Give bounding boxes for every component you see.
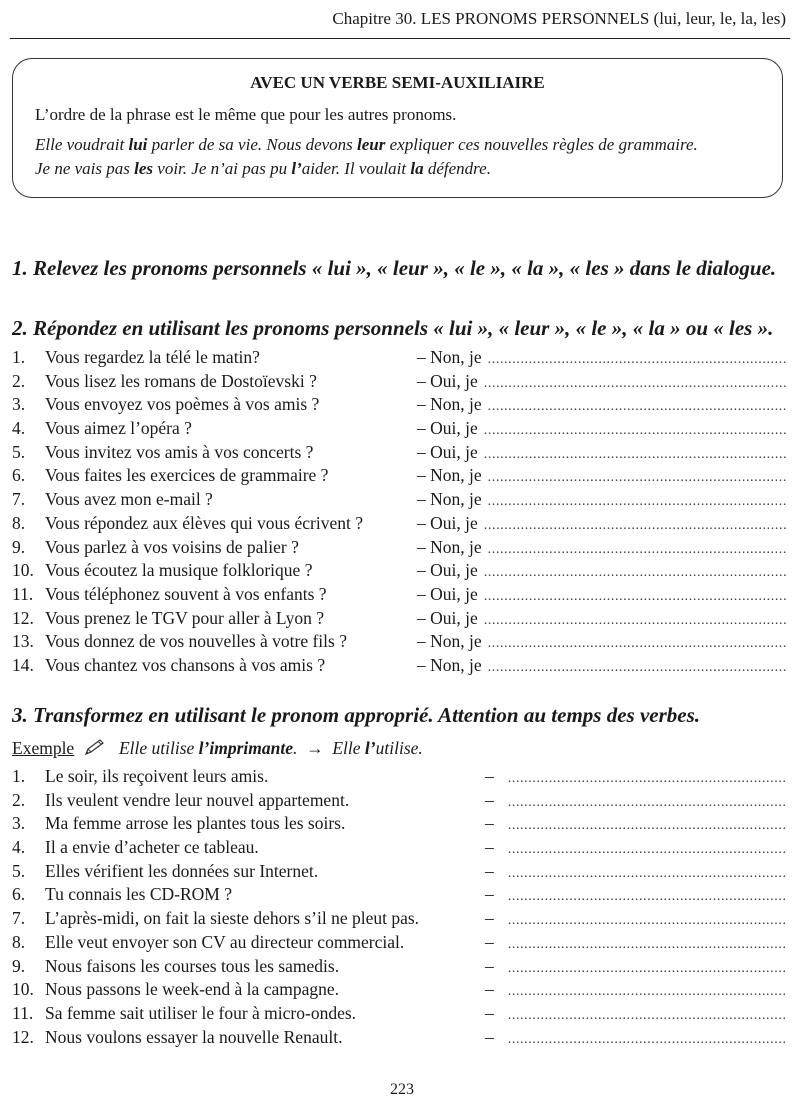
rule-example-seg: Elle voudrait: [35, 135, 129, 154]
item-number: 5.: [12, 860, 26, 881]
item-text: Vous aimez l’opéra ?: [45, 418, 192, 439]
list-item: [12, 607, 786, 631]
list-item: [12, 883, 786, 907]
item-text: Ma femme arrose les plantes tous les soirs.: [45, 813, 346, 834]
item-response-prompt: – Non, je: [417, 631, 482, 652]
item-response-prompt: –: [485, 931, 494, 952]
item-response-prompt: –: [485, 789, 494, 810]
item-number: 10.: [12, 560, 34, 581]
list-item: [12, 1002, 786, 1026]
exercise-2-heading: 2. Répondez en utilisant les pronoms personnels « lui », « leur », « le », « la » ou « les ».: [12, 316, 774, 340]
item-response-prompt: –: [485, 766, 494, 786]
item-number: 2.: [12, 789, 26, 810]
item-text: L’après-midi, on fait la sieste dehors s’il ne pleut pas.: [45, 908, 420, 929]
item-response-prompt: –: [485, 955, 494, 976]
answer-blank[interactable]: [508, 885, 786, 909]
arrow-icon: →: [306, 738, 324, 758]
list-item: [12, 488, 786, 512]
answer-blank[interactable]: [484, 561, 786, 585]
item-number: 7.: [12, 908, 26, 929]
item-text: Nous faisons les courses tous les samedis.: [45, 955, 340, 976]
item-number: 1.: [12, 347, 26, 367]
grammar-rule-box: [12, 58, 783, 198]
item-text: Sa femme sait utiliser le four à micro-ondes.: [45, 1002, 357, 1023]
list-item: [12, 978, 786, 1002]
answer-blank[interactable]: [488, 632, 786, 656]
item-text: Vous prenez le TGV pour aller à Lyon ?: [45, 607, 324, 628]
item-number: 6.: [12, 465, 26, 486]
item-number: 1.: [12, 766, 26, 786]
item-text: Vous parlez à vos voisins de palier ?: [45, 536, 299, 557]
item-response-prompt: – Oui, je: [417, 418, 478, 439]
list-item: [12, 955, 786, 979]
exercise-3-example: [12, 736, 423, 760]
item-response-prompt: – Oui, je: [417, 583, 478, 604]
answer-blank[interactable]: [508, 767, 786, 791]
item-number: 14.: [12, 654, 34, 675]
pencil-icon: [83, 739, 107, 757]
item-text: Vous avez mon e-mail ?: [45, 489, 213, 510]
item-number: 7.: [12, 489, 26, 510]
list-item: [12, 860, 786, 884]
chapter-header: Chapitre 30. LES PRONOMS PERSONNELS (lui, leur, le, la, les): [332, 9, 786, 28]
item-text: Vous répondez aux élèves qui vous écrivent ?: [45, 512, 363, 533]
header-divider: [10, 38, 790, 39]
example-answer-start: Elle: [332, 738, 365, 758]
list-item: [12, 765, 786, 789]
item-response-prompt: –: [485, 908, 494, 929]
rule-example-seg: aider. Il voulait: [301, 159, 411, 178]
rule-title: AVEC UN VERBE SEMI-AUXILIAIRE: [250, 73, 545, 92]
item-number: 6.: [12, 884, 26, 905]
item-response-prompt: – Oui, je: [417, 370, 478, 391]
item-text: Vous donnez de vos nouvelles à votre fils ?: [45, 631, 347, 652]
item-response-prompt: –: [485, 884, 494, 905]
example-answer: [332, 738, 422, 758]
item-response-prompt: – Oui, je: [417, 560, 478, 581]
answer-blank[interactable]: [508, 909, 786, 933]
list-item: [12, 583, 786, 607]
item-text: Le soir, ils reçoivent leurs amis.: [45, 766, 269, 786]
rule-example-seg: expliquer ces nouvelles règles de grammaire.: [385, 135, 698, 154]
item-text: Nous passons le week-end à la campagne.: [45, 979, 339, 1000]
rule-example-pronoun: leur: [357, 135, 386, 154]
rule-example-seg: parler de sa vie. Nous devons: [147, 135, 358, 154]
example-answer-end: utilise.: [375, 738, 423, 758]
answer-blank[interactable]: [484, 419, 786, 443]
item-text: Vous lisez les romans de Dostoïevski ?: [45, 370, 317, 391]
answer-blank[interactable]: [508, 1028, 786, 1052]
item-response-prompt: – Non, je: [417, 536, 482, 557]
exercise-2-list: [12, 346, 786, 678]
list-item: [12, 441, 786, 465]
item-number: 3.: [12, 813, 26, 834]
example-sentence: [119, 738, 297, 758]
answer-blank[interactable]: [508, 862, 786, 886]
answer-blank[interactable]: [508, 791, 786, 815]
rule-example-pronoun: les: [134, 159, 154, 178]
item-number: 2.: [12, 370, 26, 391]
list-item: [12, 370, 786, 394]
item-number: 5.: [12, 441, 26, 462]
example-sentence-end: .: [292, 738, 298, 758]
item-text: Vous faites les exercices de grammaire ?: [45, 465, 329, 486]
item-response-prompt: – Non, je: [417, 654, 482, 675]
item-response-prompt: – Non, je: [417, 465, 482, 486]
list-item: [12, 931, 786, 955]
list-item: [12, 536, 786, 560]
exercise-1-heading: 1. Relevez les pronoms personnels « lui », « leur », « le », « la », « les » dans le dialogue.: [12, 256, 777, 280]
item-text: Elle veut envoyer son CV au directeur commercial.: [45, 931, 405, 952]
item-number: 11.: [12, 1002, 34, 1023]
list-item: [12, 559, 786, 583]
item-text: Ils veulent vendre leur nouvel appartement.: [45, 789, 350, 810]
example-sentence-bold: l’imprimante: [198, 738, 293, 758]
item-number: 8.: [12, 931, 26, 952]
answer-blank[interactable]: [484, 443, 786, 467]
rule-example-pronoun: lui: [128, 135, 148, 154]
item-number: 3.: [12, 394, 26, 415]
item-number: 12.: [12, 1026, 34, 1047]
item-number: 4.: [12, 837, 26, 858]
rule-example-line-2: [35, 157, 760, 181]
item-response-prompt: –: [485, 979, 494, 1000]
rule-example-seg: Je ne vais pas: [35, 159, 135, 178]
list-item: [12, 654, 786, 678]
rule-example-seg: défendre.: [423, 159, 491, 178]
page-number: 223: [390, 1081, 414, 1098]
item-response-prompt: –: [485, 1026, 494, 1047]
item-number: 9.: [12, 536, 26, 557]
answer-blank[interactable]: [508, 1004, 786, 1028]
answer-blank[interactable]: [488, 656, 786, 680]
item-number: 10.: [12, 979, 34, 1000]
item-text: Nous voulons essayer la nouvelle Renault.: [45, 1026, 343, 1047]
answer-blank[interactable]: [488, 490, 786, 514]
list-item: [12, 512, 786, 536]
list-item: [12, 346, 786, 370]
item-text: Vous téléphonez souvent à vos enfants ?: [45, 583, 327, 604]
rule-example-pronoun: l’: [291, 159, 302, 178]
item-number: 12.: [12, 607, 34, 628]
answer-blank[interactable]: [484, 514, 786, 538]
list-item: [12, 630, 786, 654]
answer-blank[interactable]: [488, 395, 786, 419]
answer-blank[interactable]: [508, 980, 786, 1004]
answer-blank[interactable]: [508, 814, 786, 838]
list-item: [12, 789, 786, 813]
list-item: [12, 464, 786, 488]
list-item: [12, 836, 786, 860]
example-answer-bold: l’: [364, 738, 376, 758]
list-item: [12, 393, 786, 417]
rule-example-line-1: [35, 133, 760, 157]
answer-blank[interactable]: [484, 372, 786, 396]
item-text: Vous écoutez la musique folklorique ?: [45, 560, 313, 581]
item-number: 13.: [12, 631, 34, 652]
answer-blank[interactable]: [488, 466, 786, 490]
item-response-prompt: – Oui, je: [417, 512, 478, 533]
item-response-prompt: – Non, je: [417, 489, 482, 510]
example-sentence-start: Elle utilise: [118, 738, 199, 758]
item-text: Vous envoyez vos poèmes à vos amis ?: [45, 394, 320, 415]
item-text: Elles vérifient les données sur Internet.: [45, 860, 319, 881]
item-response-prompt: –: [485, 860, 494, 881]
item-response-prompt: –: [485, 1002, 494, 1023]
item-response-prompt: –: [485, 813, 494, 834]
exercise-3-heading: 3. Transformez en utilisant le pronom approprié. Attention au temps des verbes.: [12, 703, 700, 727]
list-item: [12, 907, 786, 931]
answer-blank[interactable]: [508, 933, 786, 957]
item-response-prompt: – Oui, je: [417, 607, 478, 628]
item-number: 9.: [12, 955, 26, 976]
answer-blank[interactable]: [508, 957, 786, 981]
item-response-prompt: – Oui, je: [417, 441, 478, 462]
item-number: 11.: [12, 583, 34, 604]
rule-text: L’ordre de la phrase est le même que pour les autres pronoms.: [35, 105, 457, 124]
list-item: [12, 812, 786, 836]
item-response-prompt: –: [485, 837, 494, 858]
item-response-prompt: – Non, je: [417, 394, 482, 415]
item-number: 4.: [12, 418, 26, 439]
example-label: Exemple: [12, 738, 75, 758]
list-item: [12, 1026, 786, 1050]
item-text: Vous chantez vos chansons à vos amis ?: [45, 654, 326, 675]
answer-blank[interactable]: [488, 538, 786, 562]
answer-blank[interactable]: [508, 838, 786, 862]
rule-example-seg: voir. Je n’ai pas pu: [153, 159, 292, 178]
answer-blank[interactable]: [484, 609, 786, 633]
list-item: [12, 417, 786, 441]
item-text: Vous invitez vos amis à vos concerts ?: [45, 441, 314, 462]
rule-example-pronoun: la: [410, 159, 424, 178]
item-response-prompt: – Non, je: [417, 347, 482, 367]
item-text: Tu connais les CD-ROM ?: [45, 884, 232, 905]
item-text: Vous regardez la télé le matin?: [45, 347, 260, 367]
answer-blank[interactable]: [484, 585, 786, 609]
answer-blank[interactable]: [488, 348, 786, 372]
exercise-3-list: [12, 765, 786, 1049]
item-text: Il a envie d’acheter ce tableau.: [45, 837, 259, 858]
item-number: 8.: [12, 512, 26, 533]
